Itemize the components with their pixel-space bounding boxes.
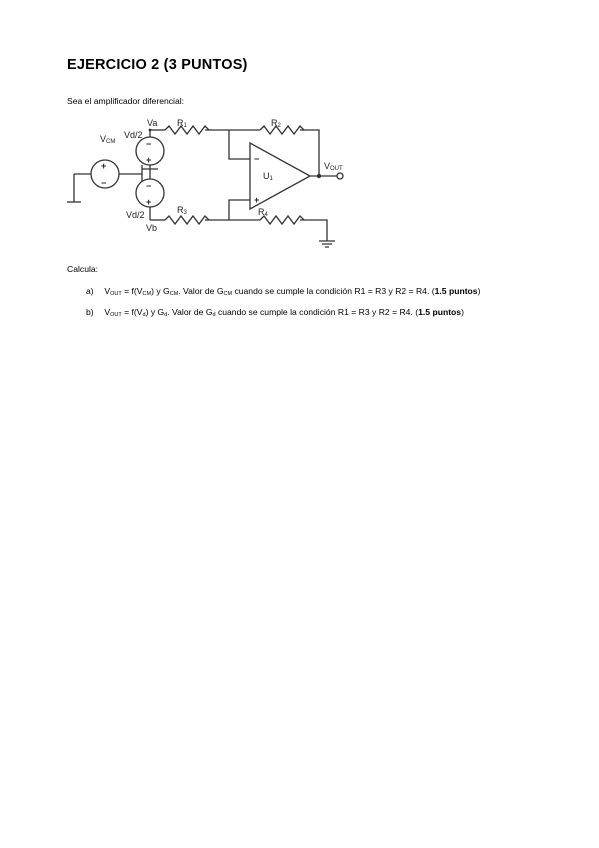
vcm-plus-sign: + xyxy=(101,161,107,171)
u1-label: U1 xyxy=(263,171,273,182)
opamp-minus-sign: − xyxy=(254,154,260,164)
vd-top-minus-sign: − xyxy=(146,139,152,149)
vd-top-label: Vd/2 xyxy=(124,130,143,140)
vd-bottom-plus-sign: + xyxy=(146,197,152,207)
question-item-b: b) $V_{OUT} = f(V_d)$ y $G_d$. Valor de $G_d$ cuando se cumple la condición R1 = R3 y R2 = R4. (1.5 puntos) xyxy=(86,307,464,318)
vb-label: Vb xyxy=(146,223,158,233)
vout-label: VOUT xyxy=(324,161,343,172)
differential-amplifier-circuit xyxy=(62,113,352,251)
question-item-a: a) $V_{OUT} = f(V_{CM})$ y $G_{CM}$. Valor de $G_{CM}$ cuando se cumple la condición R1 = R3 y R2 = R4. (1.5 puntos) xyxy=(86,286,481,297)
points-label: 1.5 puntos xyxy=(418,307,462,317)
vcm-label: VCM xyxy=(100,134,116,145)
vd-top-plus-sign: + xyxy=(146,155,152,165)
intro-text: Sea el amplificador diferencial: xyxy=(67,96,185,106)
vcm-minus-sign: − xyxy=(101,178,107,188)
points-label: 1.5 puntos xyxy=(434,286,478,296)
r2-label: R2 xyxy=(271,118,281,129)
r1-label: R1 xyxy=(177,118,187,129)
item-marker: a) xyxy=(86,286,94,296)
calcula-label: Calcula: xyxy=(67,264,99,274)
vd-bottom-minus-sign: − xyxy=(146,181,152,191)
r3-label: R3 xyxy=(177,205,187,216)
va-label: Va xyxy=(147,118,158,128)
item-marker: b) xyxy=(86,307,94,317)
opamp-plus-sign: + xyxy=(254,195,260,205)
vd-bottom-label: Vd/2 xyxy=(126,210,145,220)
r4-label: R4 xyxy=(258,207,268,218)
page-title: EJERCICIO 2 (3 PUNTOS) xyxy=(67,57,248,73)
